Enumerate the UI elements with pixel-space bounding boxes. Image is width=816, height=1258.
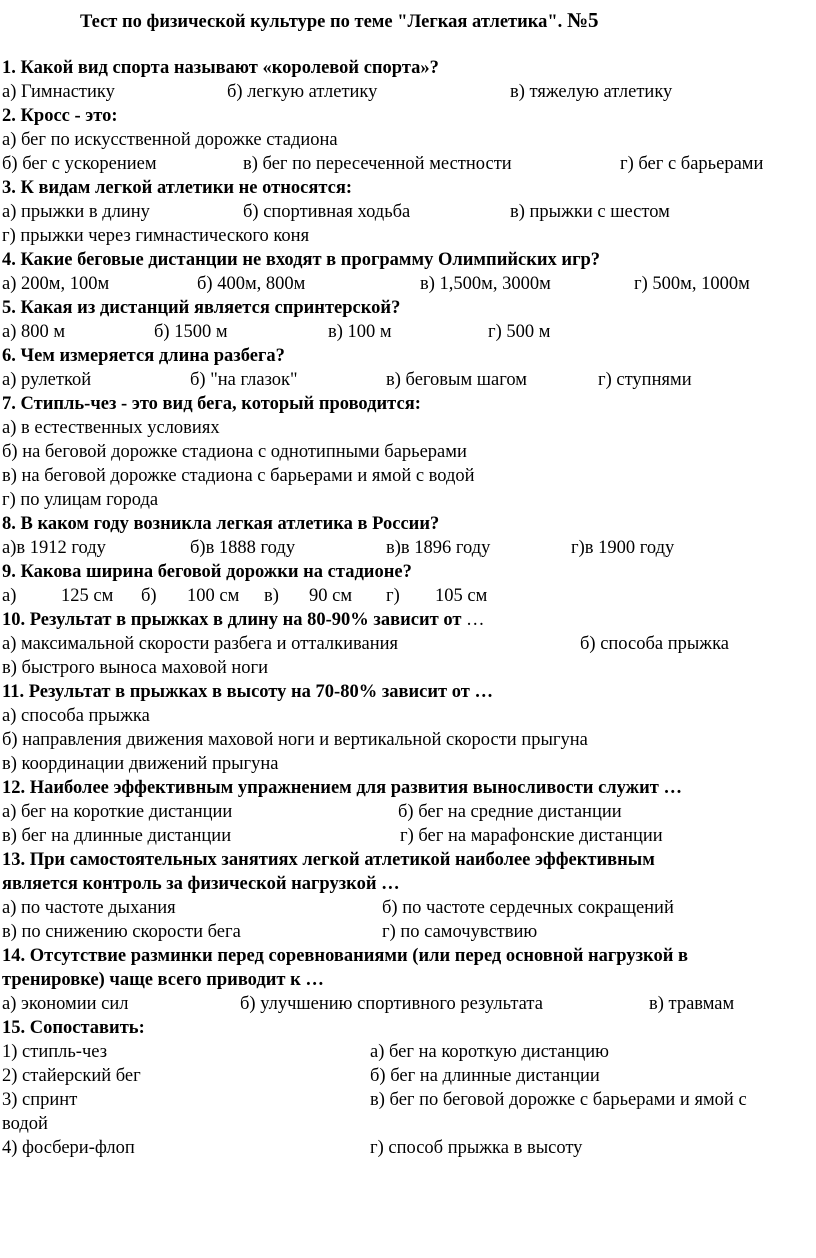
answer-option: а) экономии сил (2, 994, 129, 1014)
question-text: 12. Наиболее эффективным упражнением для развития выносливости служит … (2, 778, 682, 798)
question-line (2, 248, 600, 272)
answer-option: а) способа прыжка (2, 706, 150, 726)
question-line (2, 776, 682, 800)
answer-option: б) бег с ускорением (2, 154, 157, 174)
answer-option: а) бег на короткие дистанции (2, 802, 233, 822)
question-line (2, 344, 285, 368)
answer-option: водой (2, 1114, 48, 1134)
answer-option: б) бег на средние дистанции (398, 802, 622, 822)
question-line (2, 512, 439, 536)
question-line (2, 944, 688, 968)
question-line (2, 392, 421, 416)
answer-option: в) бег на длинные дистанции (2, 826, 232, 846)
answer-option: г) 500м, 1000м (634, 274, 750, 294)
answer-option: б) направления движения маховой ноги и вертикальной скорости прыгуна (2, 730, 588, 750)
answer-option: б) спортивная ходьба (243, 202, 411, 222)
question-text: 11. Результат в прыжках в высоту на 70-80% зависит от … (2, 682, 493, 702)
question-line (2, 1016, 145, 1040)
answer-option: б) способа прыжка (580, 634, 730, 654)
answer-option: б) бег на длинные дистанции (370, 1066, 600, 1086)
answer-option: г) бег с барьерами (620, 154, 764, 174)
answer-option: б) "на глазок" (190, 370, 298, 390)
question-line (2, 560, 412, 584)
question-text: 1. Какой вид спорта называют «королевой спорта»? (2, 58, 439, 78)
answer-option: б) на беговой дорожке стадиона с однотипными барьерами (2, 442, 467, 462)
answer-option: г) ступнями (598, 370, 692, 390)
answer-option: в) быстрого выноса маховой ноги (2, 658, 269, 678)
answer-option: в) травмам (649, 994, 735, 1014)
question-text: тренировке) чаще всего приводит к … (2, 970, 324, 990)
question-text: 10. Результат в прыжках в длину на 80-90% зависит от (2, 610, 467, 630)
answer-option: в) (264, 586, 279, 606)
answer-option: 90 см (309, 586, 353, 606)
title-text: Тест по физической культуре по теме "Легкая атлетика". (80, 12, 567, 32)
answer-option: в) тяжелую атлетику (510, 82, 673, 102)
answer-option: б) легкую атлетику (227, 82, 378, 102)
answer-option: 3) спринт (2, 1090, 78, 1110)
question-text: 6. Чем измеряется длина разбега? (2, 346, 285, 366)
question-line (2, 176, 352, 200)
title-number: №5 (566, 8, 599, 32)
answer-option: г)в 1900 году (571, 538, 675, 558)
question-line (2, 872, 400, 896)
question-text: 4. Какие беговые дистанции не входят в программу Олимпийских игр? (2, 250, 601, 270)
answer-option: 100 см (187, 586, 240, 606)
answer-option: б) (141, 586, 157, 606)
answer-option: а) (2, 586, 17, 606)
answer-option: б) по частоте сердечных сокращений (382, 898, 674, 918)
question-line (2, 608, 485, 632)
answer-option: а) Гимнастику (2, 82, 115, 102)
question-line (2, 296, 400, 320)
answer-option: а) бег на короткую дистанцию (370, 1042, 609, 1062)
question-line (2, 680, 493, 704)
answer-option: а)в 1912 году (2, 538, 106, 558)
answer-option: а) 200м, 100м (2, 274, 110, 294)
answer-option: в) прыжки с шестом (510, 202, 670, 222)
answer-option: б) 1500 м (154, 322, 228, 342)
question-text: 15. Сопоставить: (2, 1018, 145, 1038)
answer-option: а) 800 м (2, 322, 66, 342)
answer-option: б)в 1888 году (190, 538, 296, 558)
answer-option: г) бег на марафонские дистанции (400, 826, 663, 846)
answer-option: б) улучшению спортивного результата (240, 994, 543, 1014)
answer-option: г) 500 м (488, 322, 551, 342)
question-line (2, 56, 439, 80)
answer-option: а) рулеткой (2, 370, 92, 390)
question-text: 7. Стипль-чез - это вид бега, который проводится: (2, 394, 421, 414)
answer-option: г) по улицам города (2, 490, 159, 510)
answer-option: 2) стайерский бег (2, 1066, 141, 1086)
answer-option: а) по частоте дыхания (2, 898, 176, 918)
question-text: 5. Какая из дистанций является спринтерской? (2, 298, 401, 318)
answer-option: а) максимальной скорости разбега и отталкивания (2, 634, 399, 654)
answer-option: 1) стипль-чез (2, 1042, 108, 1062)
answer-option: б) 400м, 800м (197, 274, 306, 294)
answer-option: в) бег по пересеченной местности (243, 154, 512, 174)
page-title (80, 8, 599, 34)
question-text: 2. Кросс - это: (2, 106, 118, 126)
answer-option: в) на беговой дорожке стадиона с барьерами и ямой с водой (2, 466, 475, 486)
answer-option: а) в естественных условиях (2, 418, 220, 438)
question-text: 3. К видам легкой атлетики не относятся: (2, 178, 353, 198)
answer-option: 105 см (435, 586, 488, 606)
question-ellipsis: … (466, 610, 485, 630)
answer-option: в) координации движений прыгуна (2, 754, 279, 774)
answer-option: г) (386, 586, 400, 606)
answer-option: а) прыжки в длину (2, 202, 150, 222)
answer-option: 4) фосбери-флоп (2, 1138, 135, 1158)
answer-option: а) бег по искусственной дорожке стадиона (2, 130, 338, 150)
answer-option: г) способ прыжка в высоту (370, 1138, 583, 1158)
question-line (2, 104, 118, 128)
answer-option: в) беговым шагом (386, 370, 527, 390)
answer-option: в) 100 м (328, 322, 392, 342)
answer-option: в) по снижению скорости бега (2, 922, 241, 942)
question-line (2, 848, 655, 872)
question-text: является контроль за физической нагрузкой … (2, 874, 400, 894)
question-text: 8. В каком году возникла легкая атлетика в России? (2, 514, 440, 534)
answer-option: 125 см (61, 586, 114, 606)
question-text: 14. Отсутствие разминки перед соревнованиями (или перед основной нагрузкой в (2, 946, 688, 966)
question-text: 9. Какова ширина беговой дорожки на стадионе? (2, 562, 412, 582)
answer-option: в) 1,500м, 3000м (420, 274, 551, 294)
answer-option: г) прыжки через гимнастического коня (2, 226, 310, 246)
question-line (2, 968, 324, 992)
answer-option: в) бег по беговой дорожке с барьерами и ямой с (370, 1090, 747, 1110)
answer-option: в)в 1896 году (386, 538, 491, 558)
answer-option: г) по самочувствию (382, 922, 538, 942)
question-text: 13. При самостоятельных занятиях легкой атлетикой наиболее эффективным (2, 850, 655, 870)
